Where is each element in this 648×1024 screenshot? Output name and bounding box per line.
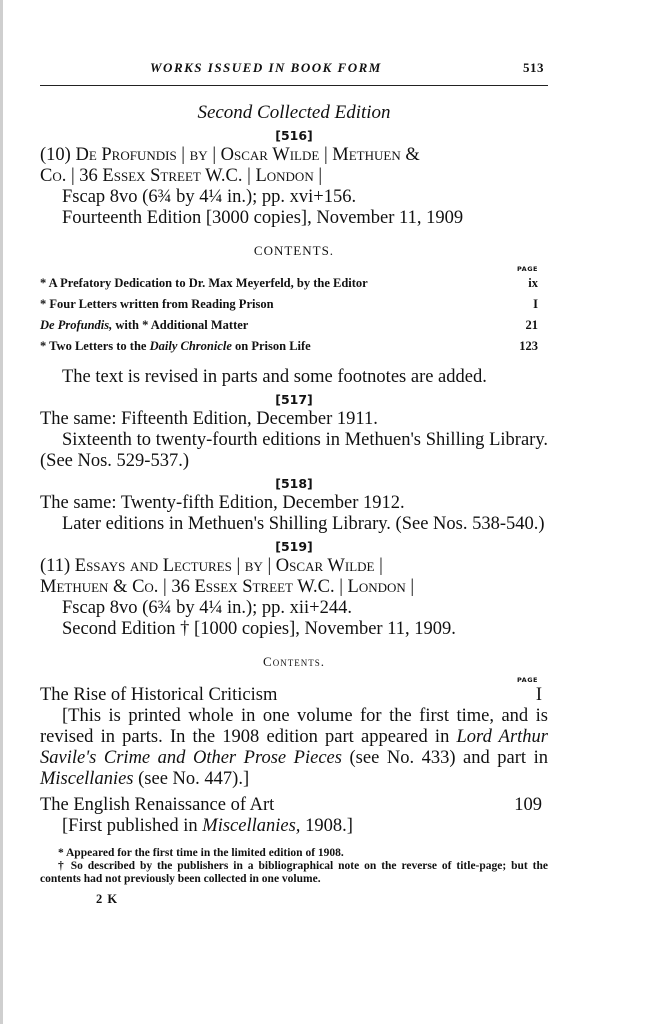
footnotes <box>40 847 548 886</box>
contents-list-1 <box>40 273 548 357</box>
entry-519-line2: Methuen & Co. | 36 Essex Street W.C. | London | <box>40 577 415 597</box>
footnote-asterisk: * Appeared for the first time in the limited edition of 1908. <box>58 847 344 859</box>
entry-518-line2: Later editions in Methuen's Shilling Library. (See Nos. 538-540.) <box>62 514 545 534</box>
entry-517-line2: Sixteenth to twenty-fourth editions in Methuen's Shilling Library. (See Nos. 529-537.) <box>40 430 548 471</box>
contents-row: * Two Letters to the Daily Chronicle on Prison Life 123 <box>40 339 538 353</box>
entry-number-516: [516] <box>275 128 313 143</box>
entry-516-line4: Fourteenth Edition [3000 copies], November 11, 1909 <box>62 208 464 228</box>
entry-number-518: [518] <box>275 476 313 491</box>
header-rule <box>40 85 548 86</box>
contents-row: De Profundis, with * Additional Matter 21 <box>40 318 538 332</box>
entry-number-519: [519] <box>275 539 313 554</box>
contents-row: * A Prefatory Dedication to Dr. Max Meyerfeld, by the Editor ix <box>40 276 538 290</box>
contents-heading-2: Contents. <box>263 654 325 669</box>
entry-519 <box>40 556 548 640</box>
page-column-label-1: PAGE <box>517 265 538 273</box>
entry-518-line1: The same: Twenty-fifth Edition, December 1912. <box>40 493 405 513</box>
entry-518 <box>40 493 548 535</box>
page-border <box>0 0 3 1024</box>
signature-mark: 2 K <box>96 892 119 906</box>
contents-note-renaissance: [First published in Miscellanies, 1908.] <box>62 816 353 836</box>
entry-519-line4: Second Edition † [1000 copies], November 11, 1909. <box>62 619 456 639</box>
contents-heading-1: CONTENTS. <box>253 243 335 258</box>
entry-517 <box>40 409 548 472</box>
entry-516-line1: (10) De Profundis | by | Oscar Wilde | Methuen & <box>40 145 420 165</box>
footnote-dagger: † So described by the publishers in a bibliographical note on the reverse of title-page; but the contents had not previously been collected in one volume. <box>40 860 548 885</box>
entry-517-line1: The same: Fifteenth Edition, December 1911. <box>40 409 378 429</box>
contents-note-rise: [This is printed whole in one volume for the first time, and is revised in parts. In the 1908 edition part appeared in Lord Arthur Savile's Crime and Other Prose Pieces (see No. 433) and part in Miscellanies (see No. 447).] <box>40 706 549 789</box>
running-title: WORKS ISSUED IN BOOK FORM <box>150 60 382 75</box>
entry-519-line3: Fscap 8vo (6¾ by 4¼ in.); pp. xii+244. <box>62 598 352 618</box>
entry-516-line2: Co. | 36 Essex Street W.C. | London | <box>40 166 323 186</box>
page-number: 513 <box>523 60 544 75</box>
entry-516-line3: Fscap 8vo (6¾ by 4¼ in.); pp. xvi+156. <box>62 187 357 207</box>
contents-item-rise: The Rise of Historical Criticism I <box>40 685 542 705</box>
page-column-label-2: PAGE <box>517 676 538 684</box>
entry-number-517: [517] <box>275 392 313 407</box>
page-content <box>40 100 548 907</box>
edition-title: Second Collected Edition <box>197 102 391 123</box>
entry-516 <box>40 145 548 229</box>
running-header <box>40 60 548 82</box>
contents-item-renaissance: The English Renaissance of Art 109 <box>40 795 542 815</box>
contents-row: * Four Letters written from Reading Prison I <box>40 297 538 311</box>
entry-519-line1: (11) Essays and Lectures | by | Oscar Wilde | <box>40 556 383 576</box>
revision-note: The text is revised in parts and some footnotes are added. <box>62 367 487 387</box>
